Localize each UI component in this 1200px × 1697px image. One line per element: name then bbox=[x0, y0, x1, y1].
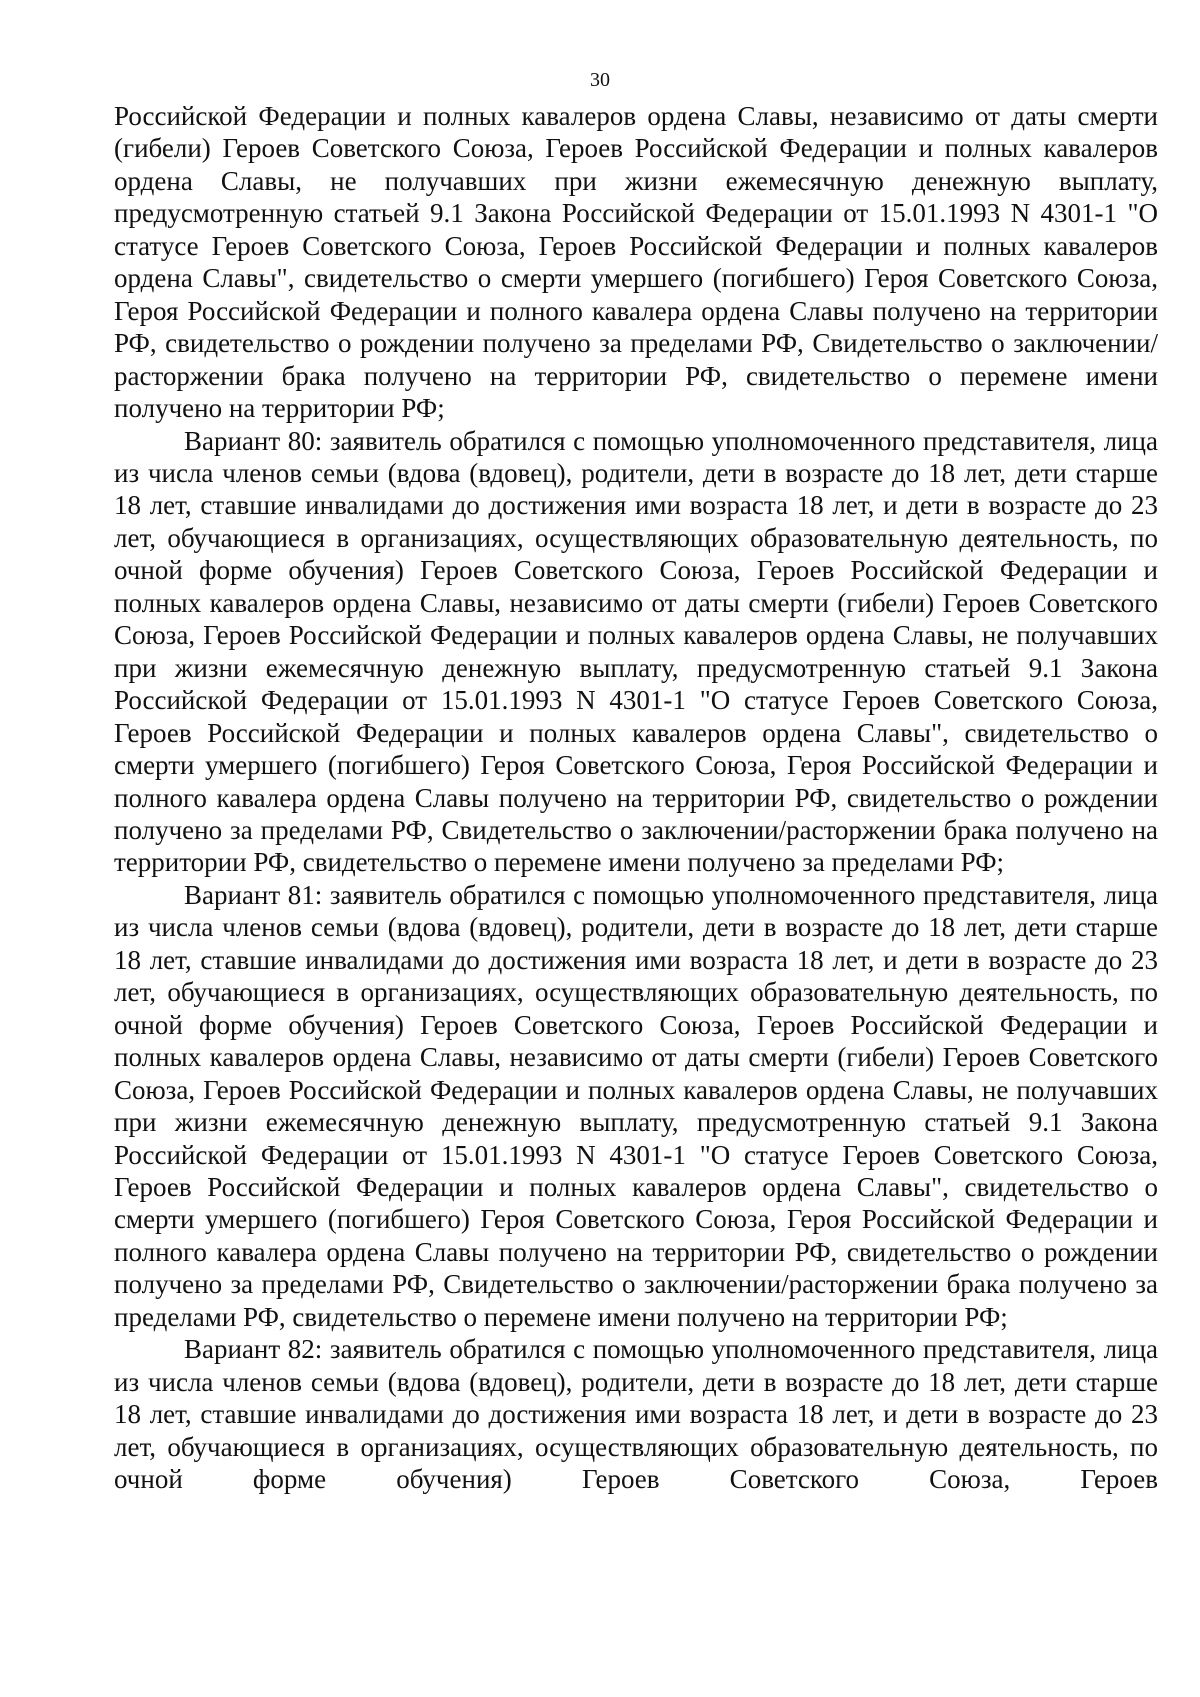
page-number: 30 bbox=[590, 69, 610, 91]
paragraph-variant-82: Вариант 82: заявитель обратился с помощью уполномоченного представителя, лица из числа членов семьи (вдова (вдовец), родители, дети в возрасте до 18 лет, дети старше 18 лет, ставшие инвалидами до достижения ими возраста 18 лет, и дети в возрасте до 23 лет, обучающиеся в организациях, осуществляющих образовательную деятельность, по очной форме обучения) Героев Советского Союза, Героев bbox=[114, 1334, 1158, 1495]
paragraph-variant-81: Вариант 81: заявитель обратился с помощью уполномоченного представителя, лица из числа членов семьи (вдова (вдовец), родители, дети в возрасте до 18 лет, дети старше 18 лет, ставшие инвалидами до достижения ими возраста 18 лет, и дети в возрасте до 23 лет, обучающиеся в организациях, осуществляющих образовательную деятельность, по очной форме обучения) Героев Советского Союза, Героев Российской Федерации и полных кавалеров ордена Славы, независимо от даты смерти (гибели) Героев Советского Союза, Героев Российской Федерации и полных кавалеров ордена Славы, не получавших при жизни ежемесячную денежную выплату, предусмотренную статьей 9.1 Закона Российской Федерации от 15.01.1993 N 4301-1 "О статусе Героев Советского Союза, Героев Российской Федерации и полных кавалеров ордена Славы", свидетельство о смерти умершего (погибшего) Героя Советского Союза, Героя Российской Федерации и полного кавалера ордена Славы получено на территории РФ, свидетельство о рождении получено за пределами РФ, Свидетельство о заключении/расторжении брака получено за пределами РФ, свидетельство о перемене имени получено на территории РФ; bbox=[114, 879, 1158, 1332]
document-body bbox=[114, 100, 1158, 1495]
paragraph-variant-80: Вариант 80: заявитель обратился с помощью уполномоченного представителя, лица из числа членов семьи (вдова (вдовец), родители, дети в возрасте до 18 лет, дети старше 18 лет, ставшие инвалидами до достижения ими возраста 18 лет, и дети в возрасте до 23 лет, обучающиеся в организациях, осуществляющих образовательную деятельность, по очной форме обучения) Героев Советского Союза, Героев Российской Федерации и полных кавалеров ордена Славы, независимо от даты смерти (гибели) Героев Советского Союза, Героев Российской Федерации и полных кавалеров ордена Славы, не получавших при жизни ежемесячную денежную выплату, предусмотренную статьей 9.1 Закона Российской Федерации от 15.01.1993 N 4301-1 "О статусе Героев Советского Союза, Героев Российской Федерации и полных кавалеров ордена Славы", свидетельство о смерти умершего (погибшего) Героя Советского Союза, Героя Российской Федерации и полного кавалера ордена Славы получено на территории РФ, свидетельство о рождении получено за пределами РФ, Свидетельство о заключении/расторжении брака получено на территории РФ, свидетельство о перемене имени получено за пределами РФ; bbox=[114, 425, 1158, 878]
paragraph-continuation: Российской Федерации и полных кавалеров ордена Славы, независимо от даты смерти (гибели) Героев Советского Союза, Героев Российской Федерации и полных кавалеров ордена Славы, не получавших при жизни ежемесячную денежную выплату, предусмотренную статьей 9.1 Закона Российской Федерации от 15.01.1993 N 4301-1 "О статусе Героев Советского Союза, Героев Российской Федерации и полных кавалеров ордена Славы", свидетельство о смерти умершего (погибшего) Героя Советского Союза, Героя Российской Федерации и полного кавалера ордена Славы получено на территории РФ, свидетельство о рождении получено за пределами РФ, Свидетельство о заключении/расторжении брака получено на территории РФ, свидетельство о перемене имени получено на территории РФ; bbox=[114, 101, 1158, 424]
